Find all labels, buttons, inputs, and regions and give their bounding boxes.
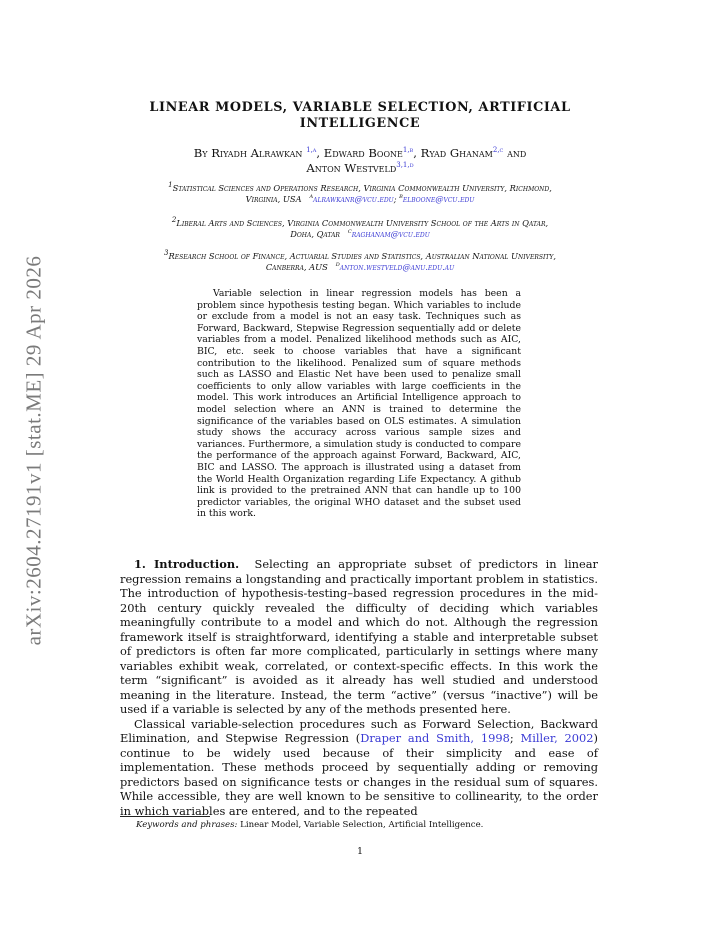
citation-miller[interactable]: Miller, 2002	[520, 731, 594, 745]
by-word: By	[193, 146, 208, 160]
keywords-label: Keywords and phrases:	[136, 820, 238, 830]
email-mark-c: c	[347, 227, 352, 236]
footnote-rule	[120, 816, 210, 817]
affiliation-2-line-1: Liberal Arts and Sciences, Virginia Commonwealth University School of the Arts in Qatar,	[176, 218, 549, 228]
email-link-boone[interactable]: elboone@vcu.edu	[402, 194, 475, 204]
author-2-sup[interactable]: 1,b	[402, 146, 414, 155]
author-list: By Riyadh Alrawkan $^{1,a}$, Edward Boone$^{1,b}$, Ryad Ghanam$^{2,c}$ and Anton Westveld$^{3,1,d}$	[193, 146, 527, 175]
author-3-sup[interactable]: 2,c	[492, 146, 504, 155]
affiliation-2	[120, 218, 600, 240]
affiliation-1-number: 1	[168, 181, 173, 190]
citation-draper-smith[interactable]: Draper and Smith, 1998	[360, 731, 510, 745]
email-mark-d: d	[335, 260, 340, 269]
affiliation-2-number: 2	[171, 216, 177, 225]
affiliation-3	[120, 251, 600, 273]
author-2: Edward Boone	[323, 146, 403, 160]
section-heading: 1. Introduction.	[134, 557, 240, 571]
affiliation-3-number: 3	[164, 249, 169, 258]
email-link-westveld[interactable]: anton.westveld@anu.edu.au	[339, 262, 455, 272]
author-4-sup[interactable]: 3,1,d	[396, 161, 414, 170]
email-mark-b: b	[399, 192, 403, 201]
email-mark-a: a	[309, 192, 314, 201]
abstract: Variable selection in linear regression models has been a problem since hypothesis testing began. Which variables to include or exclude from a model is not an easy task. Techniques such as Forward, Backward, Stepwise Regression sequentially add or delete variables from a model. Penalized likelihood methods such as AIC, BIC, etc. seek to choose variables that have a significant contribution to the likelihood. Penalized sum of square methods such as LASSO and Elastic Net have been used to penalize small coefficients to only allow variables with large coefficients in the model. This work introduces an Artificial Intelligence approach to model selection where an ANN is trained to determine the significance of the variables based on OLS estimates. A simulation study shows the accuracy across various sample sizes and variances. Furthermore, a simulation study is conducted to compare the performance of the approach against Forward, Backward, AIC, BIC and LASSO. The approach is illustrated using a dataset from the World Health Organization regarding Life Expectancy. A github link is provided to the pretrained ANN that can handle up to 100 predictor variables, the original WHO dataset and the subset used in this work.	[197, 288, 521, 520]
intro-paragraph-1	[120, 557, 598, 717]
title-line-2: INTELLIGENCE	[299, 116, 421, 131]
author-4: Anton Westveld	[306, 161, 397, 175]
page-number: 1	[356, 846, 364, 857]
paper-title	[120, 100, 600, 132]
email-link-alrawkan[interactable]: alrawkanr@vcu.edu	[313, 194, 394, 204]
arxiv-identifier: arXiv:2604.27191v1 [stat.ME] 29 Apr 2026	[21, 255, 46, 645]
main-body	[120, 557, 598, 818]
intro-paragraph-2: Classical variable-selection procedures such as Forward Selection, Backward Elimination, and Stepwise Regression (Draper and Smith, 1998; Miller, 2002) continue to be widely used because of their simplicity and ease of implementation. These methods proceed by sequentially adding or removing predictors based on significance tests or changes in the residual sum of squares. While accessible, they are well known to be sensitive to collinearity, to the order in which variables are entered, and to the repeated	[120, 716, 598, 818]
arxiv-sidebar-stamp	[18, 250, 50, 650]
keywords-text: Linear Model, Variable Selection, Artificial Intelligence.	[240, 820, 484, 830]
affiliation-3-line-1: Research School of Finance, Actuarial Studies and Statistics, Australian National University,	[168, 251, 556, 261]
author-3: Ryad Ghanam	[420, 146, 493, 160]
title-line-1: LINEAR MODELS, VARIABLE SELECTION, ARTIFICIAL	[149, 100, 571, 115]
para2-before: Classical variable-selection procedures such as Forward Selection, Backward Elimination, and Stepwise Regression (	[120, 716, 598, 745]
para2-after: ) continue to be widely used because of their simplicity and ease of implementation. These methods proceed by sequentially adding or removing predictors based on significance tests or changes in the residual sum of squares. While accessible, they are well known to be sensitive to collinearity, to the order in which variables are entered, and to the repeated	[120, 731, 598, 818]
email-link-ghanam[interactable]: raghanam@vcu.edu	[351, 229, 430, 239]
author-1-sup[interactable]: 1,a	[306, 146, 317, 155]
author-1: Riyadh Alrawkan	[211, 146, 303, 160]
keywords-footnote	[120, 820, 600, 831]
and-word: and	[507, 146, 527, 160]
affiliation-1-line-1: Statistical Sciences and Operations Research, Virginia Commonwealth University, Richmond,	[172, 183, 552, 193]
intro-paragraph-1-text: Selecting an appropriate subset of predictors in linear regression remains a longstanding and practically important problem in statistics. The introduction of hypothesis-testing–based regression procedures in the mid-20th century quickly revealed the difficulty of deciding which variables meaningfully contribute to a model and which do not. Although the regression framework itself is straightforward, identifying a stable and interpretable subset of predictors is often far more complicated, particularly in settings where many variables exhibit weak, correlated, or context-specific effects. In this work the term “significant” is avoided as it already has well studied and understood meaning in the literature. Instead, the term “active” (versus “inactive”) will be used if a variable is selected by any of the methods presented here.	[120, 557, 598, 716]
affiliation-1-line-2: Virginia, USA	[245, 194, 302, 204]
affiliation-2-line-2: Doha, Qatar	[290, 229, 340, 239]
affiliation-1: $^1$Statistical Sciences and Operations Research, Virginia Commonwealth University, Richmond, Virginia, USA $^a$alrawkanr@vcu.edu; $^b$elboone@vcu.edu	[168, 181, 552, 204]
affiliation-3-line-2: Canberra, AUS	[265, 262, 328, 272]
